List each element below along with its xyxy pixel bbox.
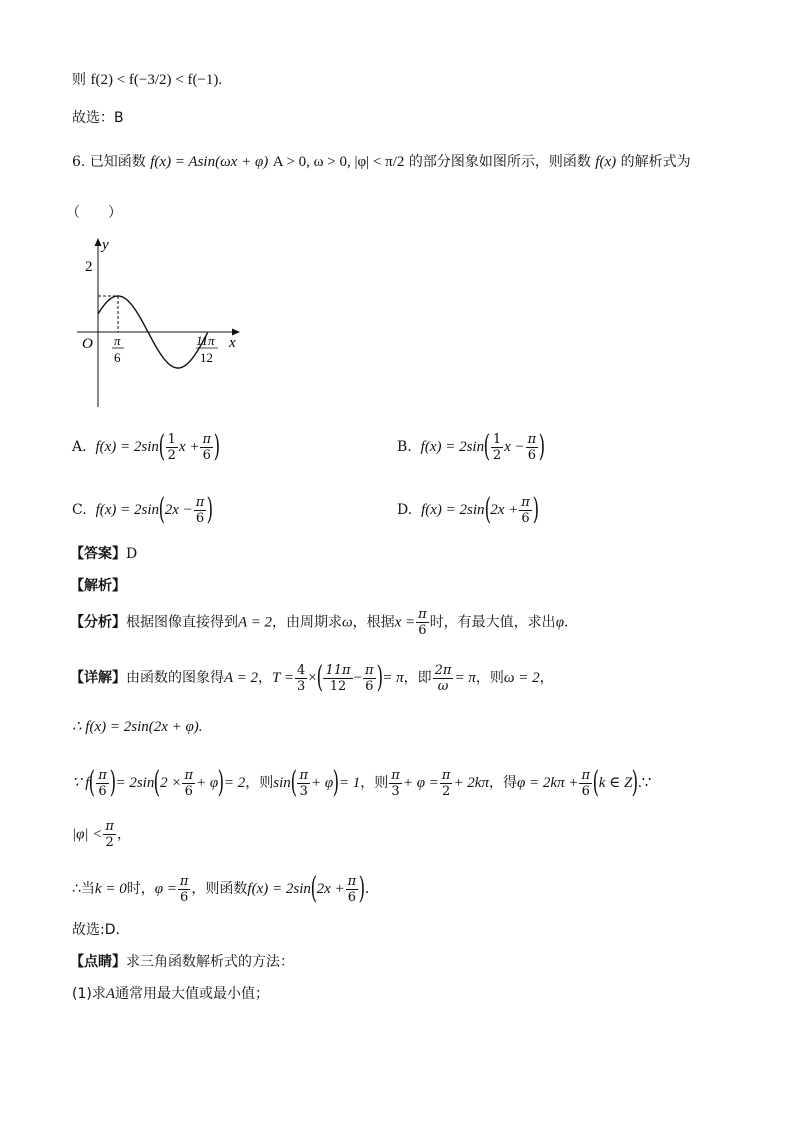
xiangjie-t1: 由函数的图象得 [126,670,224,686]
fenxi-m3: x = [394,614,416,631]
fenxi-t3: ，根据 [352,614,395,631]
xiangjie-f4-num: 2π [434,662,452,678]
option-c-phase-num: π [195,494,205,510]
function-graph [72,232,252,410]
xiangjie-f3-den: 6 [365,678,374,694]
option-c[interactable]: C. f(x) = 2sin(2x − $\frac{\pi}{6}$ ) [72,492,214,527]
xiangjie-t5: ， [539,670,554,686]
abs-frac-num: π [105,819,114,834]
xiangjie-f4-den: ω [437,678,449,694]
final-choice: 故选:D. [72,922,120,938]
dianjing-label: 【点睛】 [70,954,126,970]
therefore2-m3: f(x) = 2sin [247,881,311,897]
xiangjie-m1: A = 2 [224,670,259,686]
y-axis-arrow [95,238,102,246]
therefore2-m5: . [364,881,370,897]
question-blank: （ ） [66,205,122,221]
because-line: ∵ f( $\frac{\pi}{6}$ )= 2sin(2 × $\frac{\pi}{6}$ + φ)= 2，则sin( $\frac{\pi}{3}$ + φ)= 1，则 $\frac{\pi}{3}$ + φ = $\frac{\pi}{2}$ + 2kπ，得φ = 2kπ + $\frac{\pi}{6}$ (k ∈ Z).∵ [72,765,652,800]
prev-conclusion-math: f(2) < f(−3/2) < f(−1). [90,72,223,88]
because-f5-den: 2 [442,783,451,799]
therefore-line-2: ∴当k = 0时，φ = $\frac{\pi}{6}$ ，则函数f(x) = 2sin(2x + $\frac{\pi}{6}$ ). [72,871,370,906]
prev-conclusion [72,70,222,90]
option-b-coef-num: 1 [492,431,502,447]
xiangjie-m4: − [353,670,362,686]
xiangjie-f1-den: 3 [296,678,306,694]
analysis-label: 【解析】 [70,578,126,594]
option-a-coef-num: 1 [167,431,176,447]
fenxi-label: 【分析】 [70,614,126,631]
therefore2-t2: 时， [126,881,155,897]
dianjing-line [70,952,294,972]
option-a-lhs: f(x) = 2sin [95,439,159,455]
because-f2-num: π [184,767,193,783]
prev-conclusion-prefix: 则 [72,72,86,88]
because-m3: 2 × [160,775,182,791]
xiangjie-m2: T = [272,670,294,686]
fenxi-t1: 根据图像直接得到 [126,614,238,631]
xiangjie-f2-den: 12 [329,678,347,694]
because-m1: ∵ f [72,775,90,791]
xiangjie-t4: ，则 [475,670,504,686]
x-tick-pi6-den: 6 [114,350,121,365]
because-m4: + φ [195,775,219,791]
option-d-phase-den: 6 [521,510,530,526]
option-a-letter: A. [72,439,87,455]
option-b-coef-den: 2 [492,447,502,463]
therefore2-f2-num: π [347,873,357,889]
because-frac-num: π [98,767,107,783]
method1-t1: (1)求 [72,986,106,1002]
x-axis-label: x [229,335,236,351]
option-c-pre: 2x − [164,502,193,518]
prev-choice: 故选：B [72,110,124,126]
option-b[interactable]: B. f(x) = 2sin( $\frac{1}{2}$ x − $\frac{\pi}{6}$ ) [397,429,546,464]
question-number: 6. [72,154,86,170]
option-b-letter: B. [397,439,412,455]
because-f4-num: π [391,767,400,783]
xiangjie-f1-num: 4 [296,662,306,678]
method1-t2: 通常用最大值或最小值； [115,986,270,1002]
xiangjie-f3-num: π [365,662,374,678]
therefore2-m2: φ = [154,881,177,897]
option-b-lhs: f(x) = 2sin [420,439,485,455]
method-1 [72,984,269,1004]
fenxi-t2: ，由周期求 [272,614,343,631]
abs-t: ， [116,826,131,843]
therefore2-m4: 2x + [316,881,345,897]
xiangjie-m5: = π [382,670,404,686]
dianjing-text: 求三角函数解析式的方法： [126,954,294,970]
option-d-letter: D. [397,502,413,518]
option-b-phase-num: π [527,431,537,447]
because-m6: sin [273,775,291,791]
xiangjie-f2-num: 11π [325,662,351,678]
xiangjie-m6: = π [454,670,476,686]
question-text-end: 的解析式为 [620,154,691,170]
abs-m: |φ| < [72,826,103,843]
xiangjie-t3: ，即 [403,670,432,686]
fenxi-line [70,608,568,637]
question-text-before: 已知函数 [89,154,146,170]
because-m5: = 2 [223,775,246,791]
therefore2-t3: ，则函数 [191,881,248,897]
answer-value: D [126,546,138,562]
x-tick-pi6-num: π [114,333,121,348]
fenxi-m1: A = 2 [238,614,273,631]
graph-axes [77,238,240,407]
option-d[interactable]: D. f(x) = 2sin(2x + $\frac{\pi}{6}$ ) [397,492,539,527]
answer-line [70,544,137,564]
because-f4-den: 3 [391,783,400,799]
xiangjie-t2: ， [258,670,273,686]
question-stem [72,152,691,172]
because-f5-num: π [441,767,451,783]
fenxi-frac-den: 6 [418,623,427,638]
xiangjie-line: 【详解】由函数的图象得A = 2，T = $\frac{4}{3}$ ×( $\frac{11\pi}{12}$ − $\frac{\pi}{6}$ )= π，即 $\frac{2\pi}{\omega}$ = π，则ω = 2， [70,660,554,695]
because-frac-den: 6 [98,783,107,799]
abs-line [72,820,131,849]
therefore2-f1-den: 6 [180,889,189,905]
method1-m: A [105,986,116,1002]
therefore2-f1-num: π [179,873,189,889]
fenxi-m2: ω [342,614,353,631]
because-m13: .∵ [638,775,652,791]
x-tick-11pi12-num: 11π [196,333,215,348]
because-t3: ，得 [488,775,517,791]
because-m10: + 2kπ [453,775,489,791]
fenxi-t4: 时，有最大值，求出 [429,614,556,631]
option-c-phase-den: 6 [195,510,205,526]
question-conditions: A > 0, ω > 0, |φ| < π/2 [272,154,405,170]
xiangjie-label: 【详解】 [70,670,126,686]
because-m9: + φ = [402,775,439,791]
because-m12: k ∈ Z [598,775,633,791]
because-m2: = 2sin [115,775,155,791]
therefore2-m1: k = 0 [94,881,127,897]
option-a-phase-den: 6 [202,447,211,463]
because-f6-den: 6 [581,783,590,799]
option-c-letter: C. [72,502,87,518]
y-axis-label: y [102,237,109,253]
abs-frac-den: 2 [105,835,114,850]
because-m8: = 1 [338,775,361,791]
because-f2-den: 6 [184,783,193,799]
because-f3-den: 3 [299,783,308,799]
fenxi-t5: . [564,614,569,631]
origin-label: O [82,336,93,352]
option-d-lhs: f(x) = 2sin [421,502,485,518]
option-d-pre: 2x + [490,502,519,518]
because-f6-num: π [581,767,590,783]
option-a[interactable]: A. f(x) = 2sin( $\frac{1}{2}$ x + $\frac{\pi}{6}$ ) [72,429,221,464]
option-b-mid: x − [504,439,525,455]
fenxi-frac-num: π [418,607,427,622]
option-c-lhs: f(x) = 2sin [95,502,160,518]
because-f3-num: π [299,767,309,783]
option-d-phase-num: π [521,494,530,510]
option-a-phase-num: π [202,431,211,447]
question-func-fx: f(x) [595,154,617,170]
therefore2-f2-den: 6 [347,889,357,905]
x-tick-11pi12-den: 12 [200,350,213,365]
option-b-phase-den: 6 [527,447,537,463]
y-tick-2: 2 [85,259,93,275]
xiangjie-m7: ω = 2 [503,670,540,686]
fenxi-m4: φ [555,614,564,631]
because-t1: ，则 [245,775,274,791]
option-a-coef-den: 2 [167,447,176,463]
therefore2-t1: ∴当 [72,881,95,897]
option-a-mid: x + [178,439,200,455]
because-m7: + φ [311,775,334,791]
answer-label: 【答案】 [70,546,126,562]
question-func-def: f(x) = Asin(ωx + φ) [150,154,269,170]
therefore-line-1: ∴ f(x) = 2sin(2x + φ). [72,719,203,735]
question-text-after: 的部分图象如图所示，则函数 [408,154,591,170]
because-t2: ，则 [360,775,389,791]
because-m11: φ = 2kπ + [516,775,579,791]
xiangjie-m3: × [308,670,317,686]
